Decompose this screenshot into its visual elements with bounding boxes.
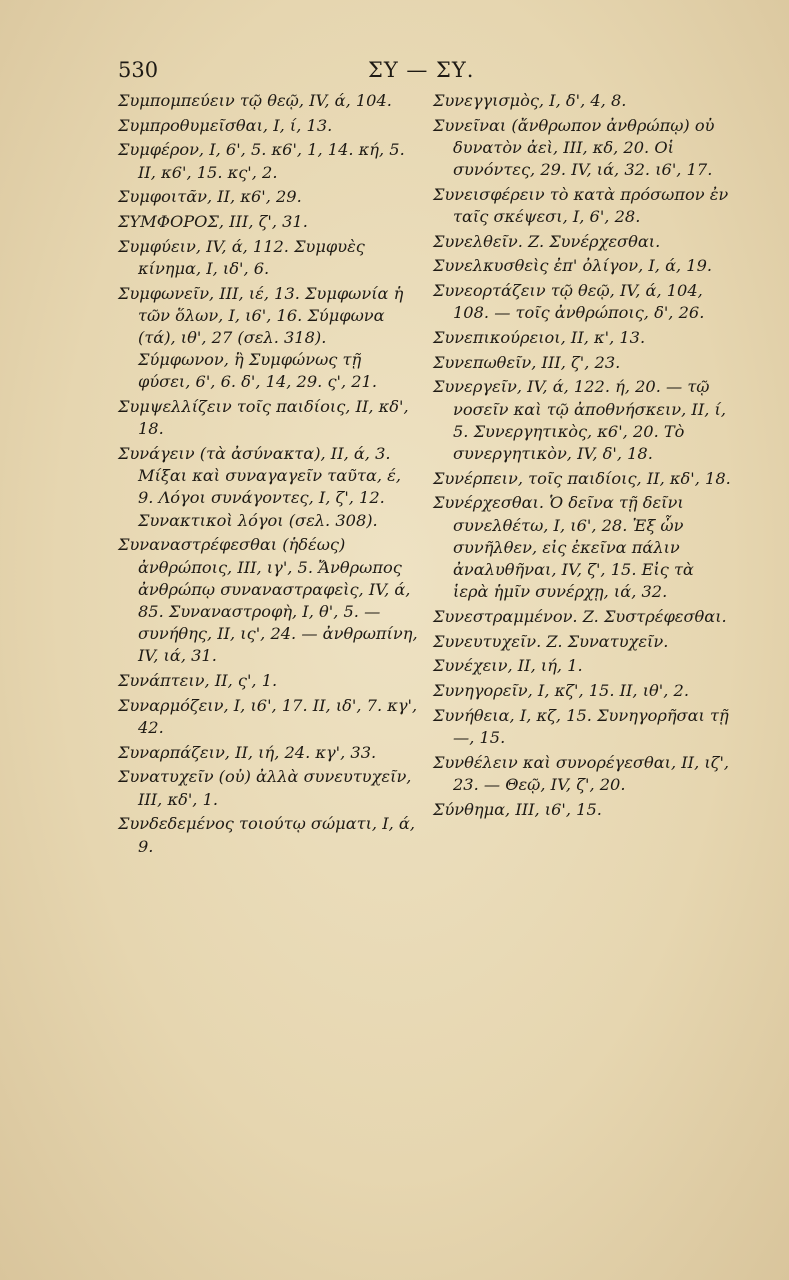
index-entry: Συνεπωθεῖν, III, ζ', 23.	[433, 352, 621, 372]
index-entry: Συνεῖναι (ἄνθρωπον ἀνθρώπῳ) οὐ δυνατὸν ἀεὶ, III, κδ, 20. Οἱ συνόντες, 29. IV, ιά, 32. ι6', 17.	[433, 115, 715, 180]
index-entry: Συμπομπεύειν τῷ θεῷ, IV, ά, 104.	[118, 91, 392, 110]
index-entry: Συναναστρέφεσθαι (ἡδέως) ἀνθρώποις, III, ιγ', 5. Ἄνθρωπος ἀνθρώπῳ συναναστραφεὶς, IV, ά, 85. Συναναστροφὴ, I, θ', 5. — συνήθης, II, ις', 24. — ἀνθρωπίνη, IV, ιά, 31.	[118, 535, 418, 666]
index-entry: Συνατυχεῖν (οὐ) ἀλλὰ συνευτυχεῖν, III, κδ', 1.	[118, 767, 412, 809]
page-header	[118, 58, 658, 88]
index-entry: Συνεορτάζειν τῷ θεῷ, IV, ά, 104, 108. — τοῖς ἀνθρώποις, δ', 26.	[433, 281, 705, 323]
index-entry: ΣΥΜΦΟΡΟΣ, III, ζ', 31.	[118, 212, 308, 232]
index-entry: Συνέρπειν, τοῖς παιδίοις, II, κδ', 18.	[433, 468, 731, 488]
index-entry: Συνεγγισμὸς, I, δ', 4, 8.	[433, 91, 627, 110]
index-entry: Συναρμόζειν, I, ι6', 17. II, ιδ', 7. κγ', 42.	[118, 695, 418, 737]
index-entry: Συμφοιτᾶν, II, κ6', 29.	[118, 187, 302, 207]
index-entry: Συνευτυχεῖν. Z. Συνατυχεῖν.	[433, 631, 669, 651]
index-entry: Συμψελλίζειν τοῖς παιδίοις, II, κδ', 18.	[118, 397, 409, 439]
page-number: 530	[118, 58, 159, 82]
running-head: ΣΥ — ΣΥ.	[368, 58, 475, 82]
index-entry: Συνελθεῖν. Z. Συνέρχεσθαι.	[433, 231, 661, 251]
right-column	[433, 90, 733, 823]
index-entry: Συνεστραμμένον. Z. Συστρέφεσθαι.	[433, 606, 727, 626]
index-entry: Συνάπτειν, II, ς', 1.	[118, 671, 278, 691]
index-entry: Σύνθημα, III, ι6', 15.	[433, 799, 602, 819]
index-entry: Συμφέρον, I, 6', 5. κ6', 1, 14. κή, 5. II, κ6', 15. κς', 2.	[118, 140, 405, 182]
index-entry: Συνέρχεσθαι. Ὁ δεῖνα τῇ δεῖνι συνελθέτω, I, ι6', 28. Ἐξ ὧν συνῆλθεν, εἰς ἐκεῖνα πάλιν ἀναλυθῆναι, IV, ζ', 15. Εἰς τὰ ἱερὰ ἡμῖν συνέρχῃ, ιά, 32.	[433, 493, 694, 602]
index-entry: Συνηγορεῖν, I, κζ', 15. II, ιθ', 2.	[433, 681, 689, 701]
index-entry: Συνελκυσθεὶς ἐπ' ὀλίγον, I, ά, 19.	[433, 256, 713, 276]
index-entry: Συνεισφέρειν τὸ κατὰ πρόσωπον ἐν ταῖς σκέψεσι, I, 6', 28.	[433, 184, 729, 227]
index-entry: Συνεργεῖν, IV, ά, 122. ή, 20. — τῷ νοσεῖν καὶ τῷ ἀποθνήσκειν, II, ί, 5. Συνεργητικὸς, κ6', 20. Τὸ συνεργητικὸν, IV, δ', 18.	[433, 377, 726, 464]
index-entry: Συναρπάζειν, II, ιή, 24. κγ', 33.	[118, 742, 377, 762]
index-entry: Συμπροθυμεῖσθαι, I, ί, 13.	[118, 115, 333, 135]
index-entry: Συνήθεια, I, κζ, 15. Συνηγορῆσαι τῇ —, 15.	[433, 705, 729, 747]
index-entry: Συνάγειν (τὰ ἀσύνακτα), II, ά, 3. Μίξαι καὶ συναγαγεῖν ταῦτα, έ, 9. Λόγοι συνάγοντες, I, ζ', 12. Συνακτικοὶ λόγοι (σελ. 308).	[118, 444, 401, 530]
index-entry: Συνθέλειν καὶ συνορέγεσθαι, II, ιζ', 23. — Θεῷ, IV, ζ', 20.	[433, 752, 730, 794]
index-entry: Συνέχειν, II, ιή, 1.	[433, 656, 583, 676]
index-entry: Συνεπικούρειοι, II, κ', 13.	[433, 328, 646, 348]
index-entry: Συμφύειν, IV, ά, 112. Συμφυὲς κίνημα, I, ιδ', 6.	[118, 236, 365, 278]
index-entry: Συνδεδεμένος τοιούτῳ σώματι, I, ά, 9.	[118, 814, 415, 856]
left-column	[118, 90, 418, 860]
index-entry: Συμφωνεῖν, III, ιέ, 13. Συμφωνία ἡ τῶν ὅλων, I, ι6', 16. Σύμφωνα (τά), ιθ', 27 (σελ. 318). Σύμφωνον, ἢ Συμφώνως τῇ φύσει, 6', 6. δ', 14, 29. ς', 21.	[118, 283, 404, 392]
